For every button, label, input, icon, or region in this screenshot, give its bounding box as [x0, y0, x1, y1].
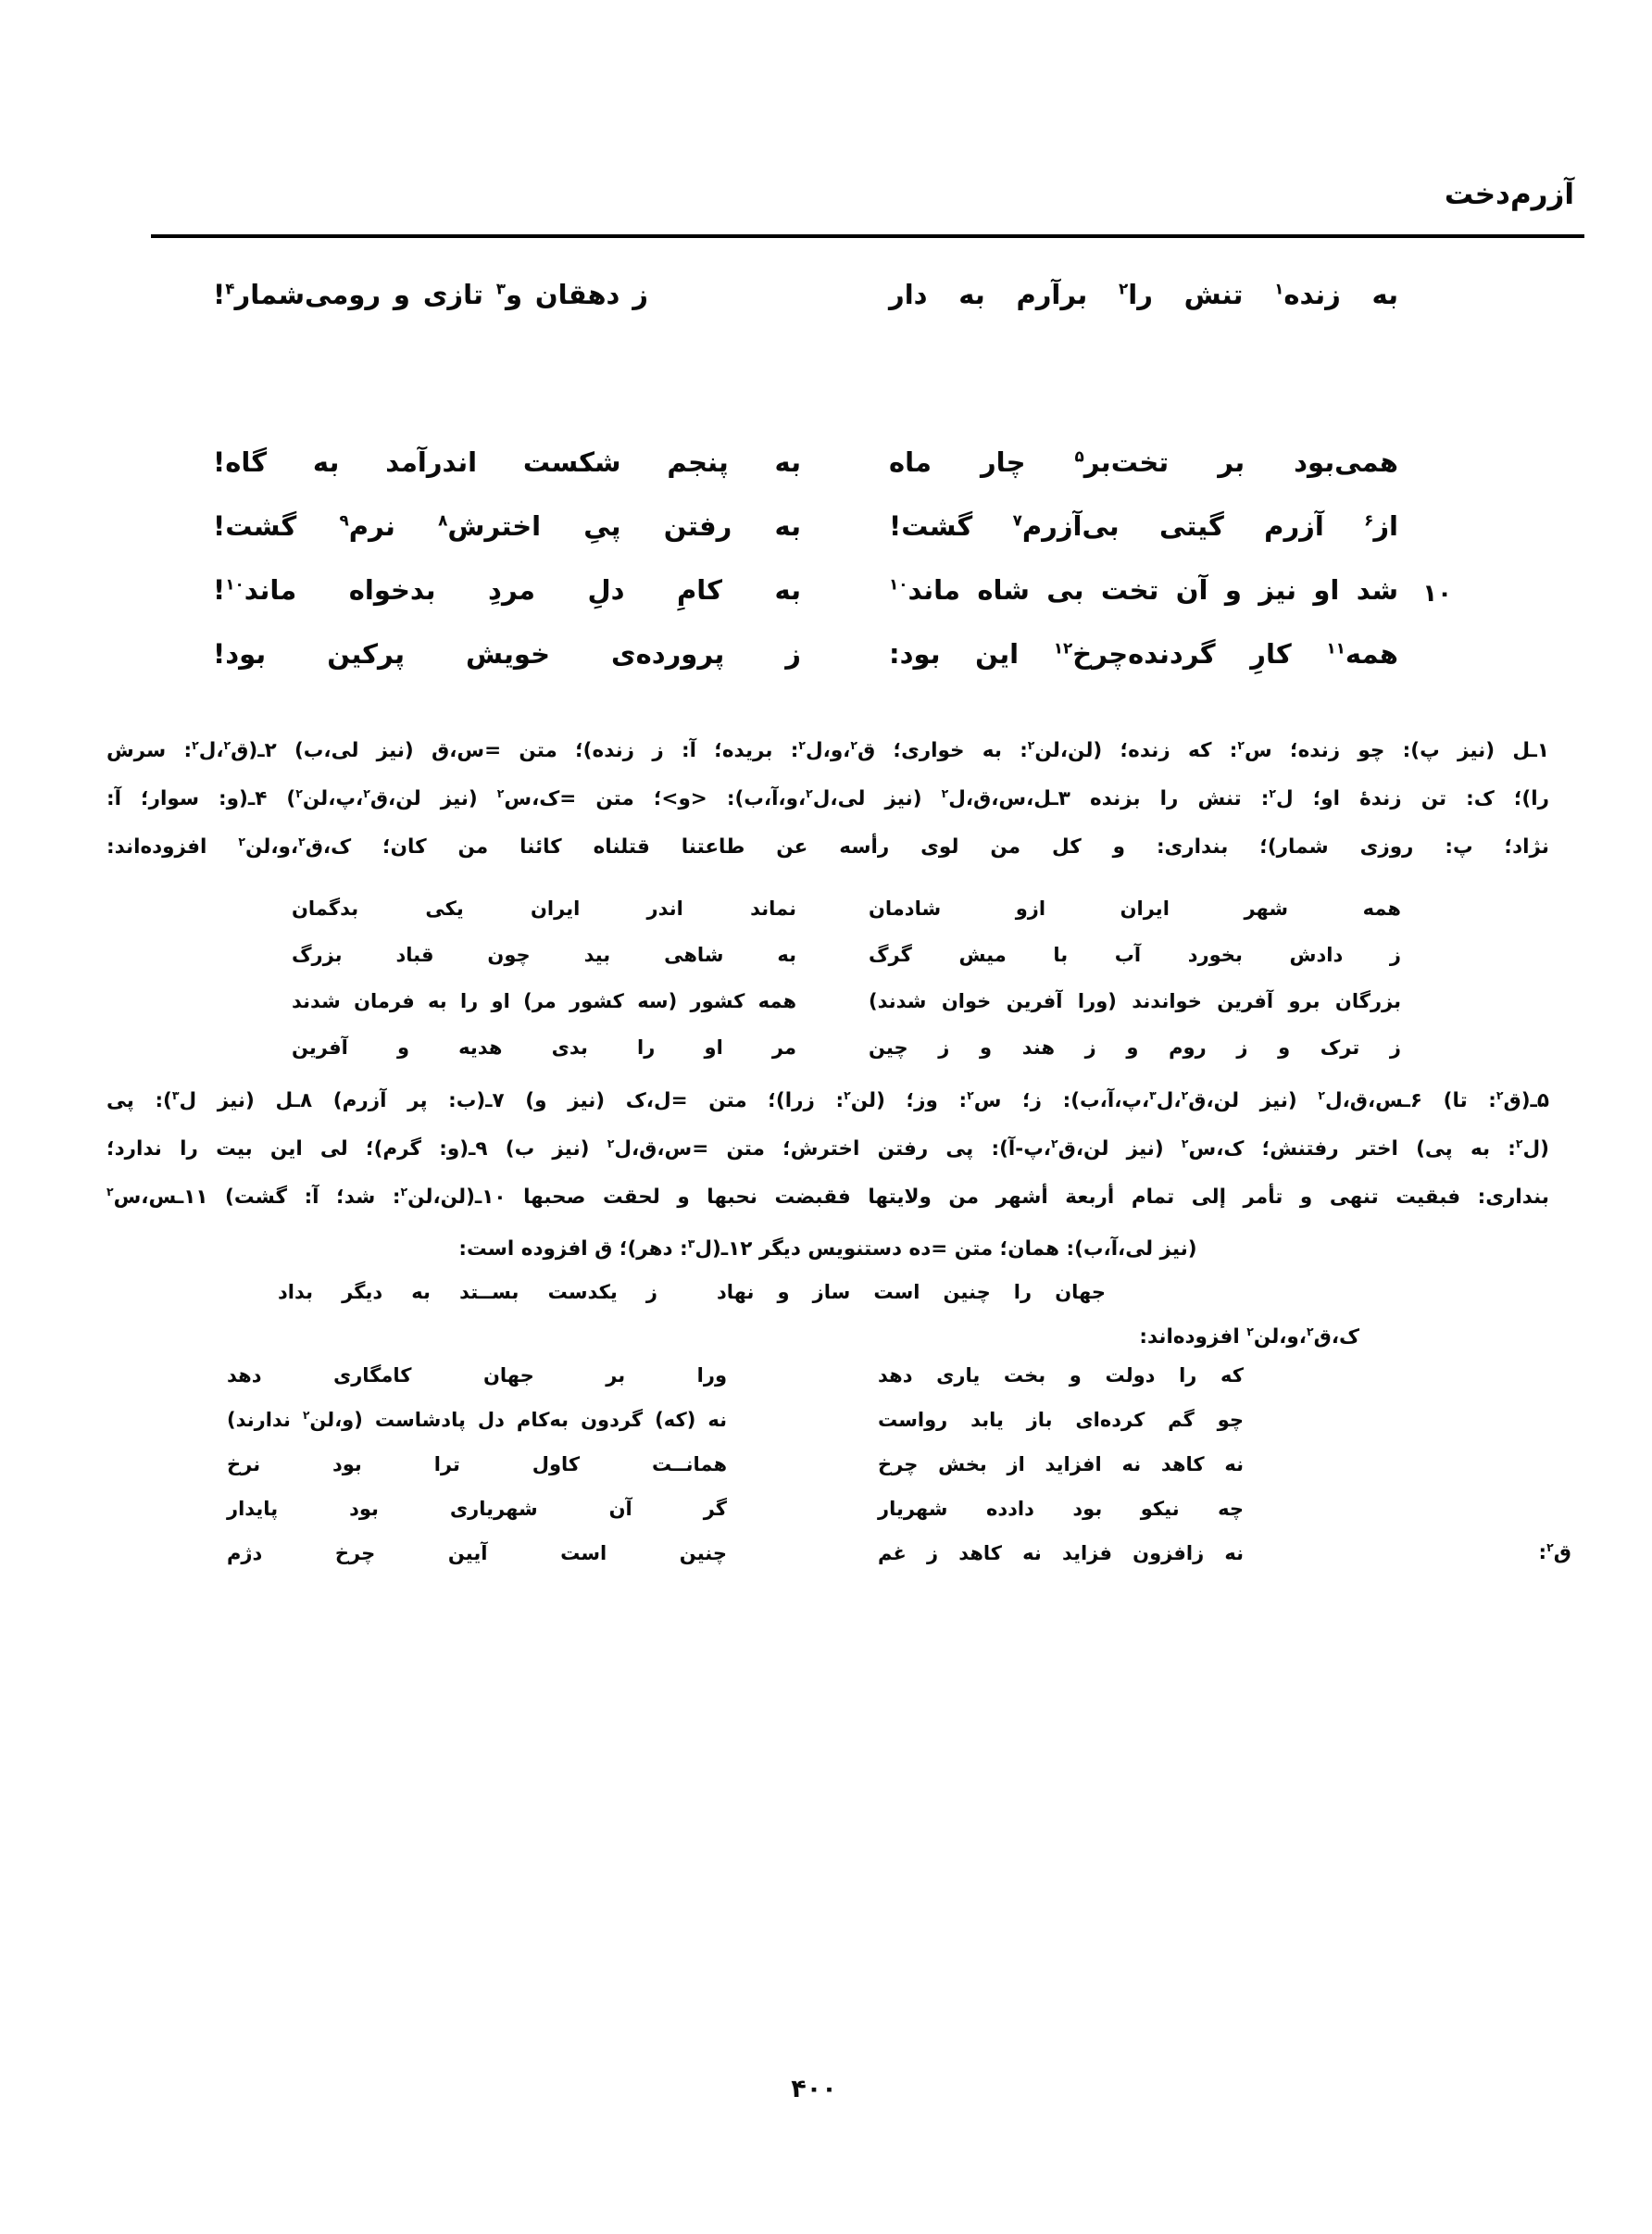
hemistich-left: ز پرورده‌ی خویش پرکین بود!	[213, 638, 801, 670]
apparatus-line: (ل$^۲$: به پی) اختر رفتنش؛ ک،س$^۲$ (نیز لن،ق$^۲$،پ-آ): پی رفتن اخترش؛ متن =س،ق،ل$^۲$ (نیز ب) ۹ـ(و: گرم)؛ لی این بیت را ندارد؛	[106, 1136, 1550, 1161]
apparatus-line: ۵ـ(ق$^۲$: تا) ۶ـس،ق،ل$^۲$ (نیز لن،ق$^۲$،ل$^۳$،پ،آ،ب): ز؛ س$^۲$: وز؛ (لن$^۲$: زرا)؛ متن =ل،ک (نیز و) ۷ـ(ب: پر آزرم) ۸ـل (نیز ل$^۳$): پی	[106, 1087, 1550, 1112]
footnote-hemistich-left: همه کشور (سه کشور مر) او را به فرمان شدند	[292, 990, 796, 1012]
footnote-hemistich-right: بزرگان برو آفرین خواندند (ورا آفرین خوان شدند)	[869, 990, 1401, 1012]
added-verse-row-2	[106, 1271, 1549, 1317]
footnote-hemistich-right: چو گم کرده‌ای باز یابد رواست	[878, 1409, 1244, 1431]
hemistich-right: از$^۶$ آزرم گیتی بی‌آزرم$^۷$ گشت!	[889, 510, 1398, 542]
added-verses-block-3	[106, 1354, 1571, 1576]
footnote-hemistich-left: همانــت کاول ترا بود نرخ	[227, 1453, 727, 1475]
footnote-verse-row	[106, 1443, 1549, 1487]
footnote-verse-row	[106, 1532, 1571, 1576]
footnote-hemistich-right: جهان را چنین است ساز و نهاد	[717, 1281, 1106, 1303]
verse-row	[213, 267, 1398, 331]
footnote-verse-row	[106, 1487, 1549, 1532]
main-poem	[213, 267, 1452, 690]
verse-row	[213, 434, 1398, 498]
header-rule	[151, 234, 1584, 238]
hemistich-left: ز دهقان و$^۳$ تازی و رومی‌شمار$^۴$!	[213, 279, 648, 310]
added-verses-block-1	[106, 887, 1549, 1073]
footnote-hemistich-right: نه زافزون فزاید نه کاهد ز غم	[878, 1542, 1244, 1564]
footnote-verse-row	[106, 1399, 1549, 1443]
apparatus-line: نژاد؛ پ: روزی شمار)؛ بنداری: و کل من لوی رأسه عن طاعتنا قتلناه کائنا من کان؛ ک،ق$^۲$،و،لن$^۲$ افزوده‌اند:	[106, 834, 1549, 859]
footnote-hemistich-left: ز یکدست بســتد به دیگر بداد	[278, 1281, 657, 1303]
footnote-hemistich-left: گر آن شهریاری بود پایدار	[227, 1498, 727, 1520]
manuscript-siglum-marker: ق$^۲$:	[1538, 1539, 1571, 1564]
apparatus-paragraph-2	[106, 1078, 1549, 1274]
hemistich-right: همی‌بود بر تخت‌بر$^۵$ چار ماه	[889, 446, 1398, 478]
added-by-note: ک،ق$^۲$،و،لن$^۲$ افزوده‌اند:	[1139, 1324, 1359, 1349]
footnote-verse-row	[106, 1354, 1549, 1399]
hemistich-left: به رفتن پیِ اخترش$^۸$ نرم$^۹$ گشت!	[213, 510, 801, 542]
page-header-title: آزرم‌دخت	[1444, 178, 1574, 211]
verse-number-marker: ۱۰	[1422, 580, 1452, 608]
footnote-verse-row	[106, 980, 1549, 1026]
apparatus-tail-line: (نیز لی،آ،ب): همان؛ متن =ده دستنویس دیگر ۱۲ـ(ل$^۳$: دهر)؛ ق افزوده است:	[458, 1236, 1197, 1261]
footnote-hemistich-right: ز دادش بخورد آب با میش گرگ	[869, 944, 1401, 966]
footnote-hemistich-right: که را دولت و بخت یاری دهد	[878, 1364, 1244, 1387]
critical-apparatus	[106, 728, 1571, 1576]
apparatus-line: ۱ـل (نیز پ): چو زنده؛ س$^۲$: که زنده؛ (لن،لن$^۲$: به خواری؛ ق$^۲$،و،ل$^۲$: بریده؛ آ: ز زنده)؛ متن =س،ق (نیز لی،ب) ۲ـ(ق$^۲$،ل$^۲$: سرش	[106, 737, 1549, 762]
apparatus-line: را)؛ ک: تن زندۀ او؛ ل$^۲$: تنش را بزنده ۳ـل،س،ق،ل$^۲$ (نیز لی،ل$^۲$،و،آ،ب): <و>؛ متن =ک،س$^۲$ (نیز لن،ق$^۲$،پ،لن$^۲$) ۴ـ(و: سوار؛ آ:	[106, 785, 1549, 810]
footnote-hemistich-right: همه شهر ایران ازو شادمان	[869, 897, 1401, 920]
hemistich-right: به زنده$^۱$ تنش را$^۲$ برآرم به دار	[889, 279, 1398, 310]
footnote-hemistich-left: مر او را بدی هدیه و آفرین	[292, 1036, 796, 1059]
hemistich-right: شد او نیز و آن تخت بی شاه ماند$^{۱۰}$	[889, 574, 1398, 606]
footnote-verse-row	[106, 1026, 1549, 1073]
apparatus-line: بنداری: فبقیت تنهی و تأمر إلی تمام أربعة أشهر من ولایتها فقبضت نحبها و لحقت صحبها ۱۰ـ(لن،لن$^۲$: شد؛ آ: گشت) ۱۱ـس،س$^۲$	[106, 1184, 1549, 1209]
page-number: ۴۰۰	[791, 2075, 837, 2103]
footnote-hemistich-left: نماند اندر ایران یکی بدگمان	[292, 897, 796, 920]
footnote-hemistich-left: نه (که) گردون به‌کام دل پادشاست (و،لن$^۲$ ندارند)	[227, 1409, 727, 1431]
footnote-hemistich-right: ز ترک و ز روم و ز هند و ز چین	[869, 1036, 1401, 1059]
hemistich-left: به کامِ دلِ مردِ بدخواه ماند$^{۱۰}$!	[213, 574, 801, 606]
footnote-hemistich-left: چنین است آیین چرخ دژم	[227, 1542, 727, 1564]
verse-row	[213, 562, 1452, 626]
footnote-hemistich-right: چه نیکو بود دادده شهریار	[878, 1498, 1244, 1520]
footnote-hemistich-right: نه کاهد نه افزاید از بخش چرخ	[878, 1453, 1244, 1475]
footnote-verse-row	[106, 887, 1549, 934]
footnote-hemistich-left: به شاهی بید چون قباد بزرگ	[292, 944, 796, 966]
verse-row	[213, 498, 1398, 562]
footnote-hemistich-left: ورا بر جهان کامگاری دهد	[227, 1364, 727, 1387]
hemistich-left: به پنجم شکست اندرآمد به گاه!	[213, 446, 801, 478]
verse-row	[213, 626, 1398, 690]
footnote-verse-row	[106, 934, 1549, 980]
hemistich-right: همه$^{۱۱}$ کارِ گردنده‌چرخ$^{۱۲}$ این بود:	[889, 638, 1398, 670]
